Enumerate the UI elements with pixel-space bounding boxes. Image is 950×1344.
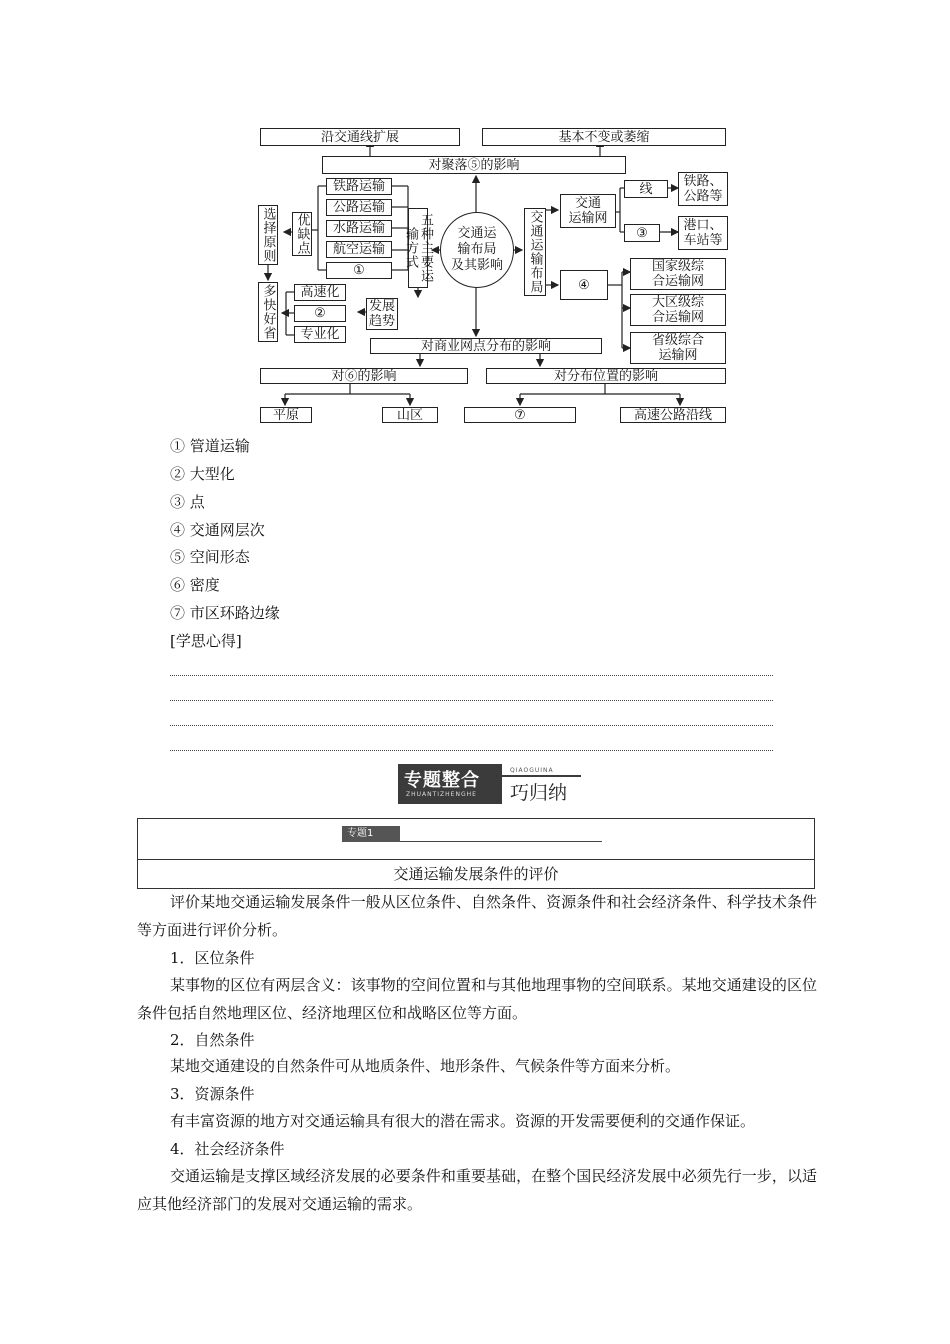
topic-tag-line: [400, 841, 602, 842]
heading-location: 1．区位条件: [170, 949, 255, 967]
note-line-4[interactable]: [170, 750, 773, 751]
five-modes-box: 五种主要运输方式: [408, 208, 428, 288]
natural-paragraph: 某地交通建设的自然条件可从地质条件、地形条件、气候条件等方面来分析。: [170, 1057, 681, 1075]
answer-5: ⑤ 空间形态: [170, 548, 250, 566]
unchanged-or-shrink-box: 基本不变或萎缩: [482, 128, 726, 146]
resource-paragraph: 有丰富资源的地方对交通运输具有很大的潜在需求。资源的开发需要便利的交通作保证。: [170, 1112, 756, 1130]
density-effect-box: 对⑥的影响: [260, 368, 468, 384]
note-line-3[interactable]: [170, 725, 773, 726]
concept-map: [240, 120, 740, 430]
answer-6: ⑥ 密度: [170, 576, 220, 594]
topic-divider: [138, 859, 814, 860]
point-items-box: 港口、 车站等: [678, 216, 728, 250]
ring-edge-blank-7-box: ⑦: [464, 407, 576, 423]
topic-title: 交通运输发展条件的评价: [393, 865, 559, 883]
mode-air-box: 航空运输: [326, 241, 392, 258]
plain-box: 平原: [260, 407, 312, 423]
settlement-effect-box: 对聚落⑤的影响: [322, 156, 626, 174]
merits-box: 优缺点: [292, 212, 312, 256]
choice-principle-box: 选择原则: [258, 205, 278, 265]
provincial-network-box: 省级综合 运输网: [630, 332, 726, 364]
mode-road-box: 公路运输: [326, 199, 392, 216]
point-blank-3-box: ③: [624, 224, 660, 242]
mode-blank-1-box: ①: [326, 262, 392, 279]
trend-highspeed-box: 高速化: [294, 284, 346, 301]
line-items-box: 铁路、 公路等: [678, 172, 728, 206]
heading-resource: 3．资源条件: [170, 1085, 255, 1103]
topic-box: [137, 818, 815, 889]
banner-title: 专题整合: [404, 770, 480, 791]
location-effect-box: 对分布位置的影响: [486, 368, 726, 384]
national-network-box: 国家级综 合运输网: [630, 258, 726, 290]
heading-natural: 2．自然条件: [170, 1031, 255, 1049]
line-box: 线: [624, 180, 668, 198]
answer-3: ③ 点: [170, 493, 205, 511]
highway-box: 高速公路沿线: [620, 407, 726, 423]
center-node: 交通运 输布局 及其影响: [440, 212, 514, 288]
transport-network-box: 交通 运输网: [560, 194, 616, 228]
commerce-effect-box: 对商业网点分布的影响: [370, 338, 602, 354]
mode-rail-box: 铁路运输: [326, 178, 392, 195]
banner-bar: [502, 775, 581, 777]
transport-layout-box: 交通运输布局: [524, 208, 546, 296]
note-line-2[interactable]: [170, 700, 773, 701]
intro-paragraph: 评价某地交通运输发展条件一般从区位条件、自然条件、资源条件和社会经济条件、科学技术条件等方面进行评价分析。: [137, 893, 817, 939]
section-banner: [398, 764, 581, 804]
banner-subtitle-pinyin: QIAOGUINA: [510, 767, 554, 774]
answer-4: ④ 交通网层次: [170, 521, 265, 539]
extend-along-lines-box: 沿交通线扩展: [260, 128, 460, 146]
location-paragraph: 某事物的区位有两层含义：该事物的空间位置和与其他地理事物的空间联系。某地交通建设的区位条件包括自然地理区位、经济地理区位和战略区位等方面。: [137, 976, 817, 1022]
answer-7: ⑦ 市区环路边缘: [170, 604, 280, 622]
answer-2: ② 大型化: [170, 465, 235, 483]
banner-subtitle: 巧归纳: [510, 782, 568, 804]
reflection-label: [学思心得]: [170, 632, 242, 650]
trend-label-box: 发展趋势: [366, 298, 398, 330]
trend-specialized-box: 专业化: [294, 326, 346, 343]
mode-water-box: 水路运输: [326, 220, 392, 237]
socioeconomic-paragraph: 交通运输是支撑区域经济发展的必要条件和重要基础，在整个国民经济发展中必须先行一步，以适应其他经济部门的发展对交通运输的需求。: [137, 1167, 817, 1213]
heading-socioeconomic: 4．社会经济条件: [170, 1140, 285, 1158]
banner-title-pinyin: ZHUANTIZHENGHE: [406, 791, 477, 798]
answer-1: ① 管道运输: [170, 437, 250, 455]
note-line-1[interactable]: [170, 675, 773, 676]
network-level-blank-4-box: ④: [560, 270, 608, 300]
more-faster-better-box: 多快好省: [258, 282, 278, 342]
mountain-box: 山区: [382, 407, 438, 423]
trend-blank-2-box: ②: [294, 305, 346, 322]
regional-network-box: 大区级综 合运输网: [630, 294, 726, 326]
topic-tag: 专题1: [342, 826, 400, 842]
